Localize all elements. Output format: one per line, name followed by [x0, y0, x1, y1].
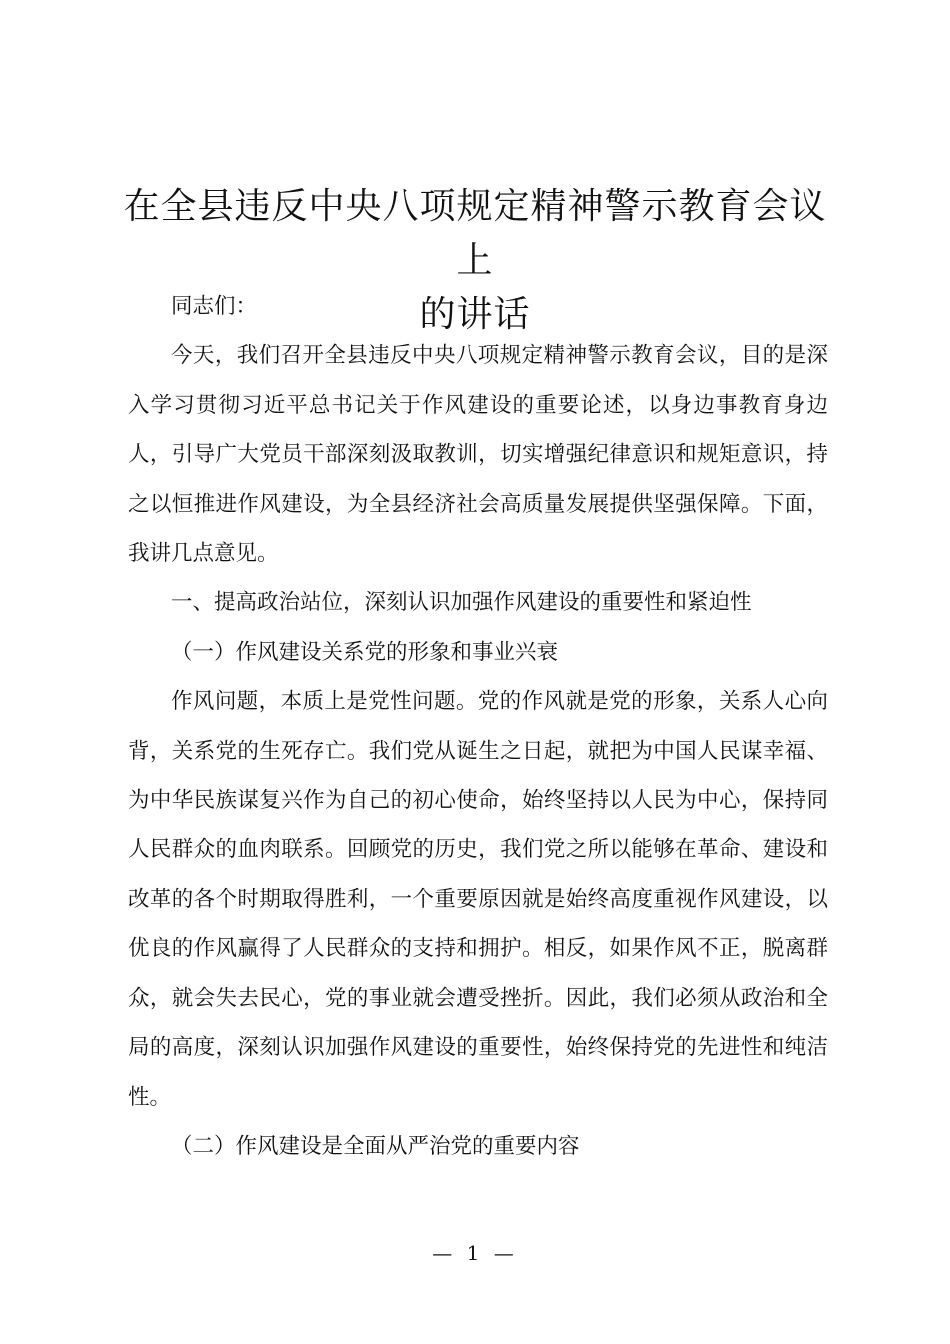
title-line-1: 在全县违反中央八项规定精神警示教育会议上 — [123, 186, 827, 281]
paragraph-intro: 今天，我们召开全县违反中央八项规定精神警示教育会议，目的是深入学习贯彻习近平总书记关于作风建设的重要论述，以身边事教育身边人，引导广大党员干部深刻汲取教训，切实增强纪律意识和规矩意识，持之以恒推进作风建设，为全县经济社会高质量发展提供坚强保障。下面，我讲几点意见。 — [128, 343, 828, 567]
salutation: 同志们： — [171, 294, 258, 319]
page-number: — 1 — — [432, 1241, 518, 1265]
title-line-2: 的讲话 — [419, 294, 531, 335]
document-body — [128, 282, 828, 1171]
paragraph-subsection-1: 作风问题，本质上是党性问题。党的作风就是党的形象，关系人心向背，关系党的生死存亡。我们党从诞生之日起，就把为中国人民谋幸福、为中华民族谋复兴作为自己的初心使命，始终坚持以人民为中心，保持同人民群众的血肉联系。回顾党的历史，我们党之所以能够在革命、建设和改革的各个时期取得胜利，一个重要原因就是始终高度重视作风建设，以优良的作风赢得了人民群众的支持和拥护。相反，如果作风不正，脱离群众，就会失去民心，党的事业就会遭受挫折。因此，我们必须从政治和全局的高度，深刻认识加强作风建设的重要性，始终保持党的先进性和纯洁性。 — [128, 689, 828, 1110]
subsection-heading-1: （一）作风建设关系党的形象和事业兴衰 — [171, 639, 559, 665]
subsection-heading-2: （二）作风建设是全面从严治党的重要内容 — [171, 1133, 580, 1159]
section-heading-1: 一、提高政治站位，深刻认识加强作风建设的重要性和紧迫性 — [171, 590, 752, 616]
